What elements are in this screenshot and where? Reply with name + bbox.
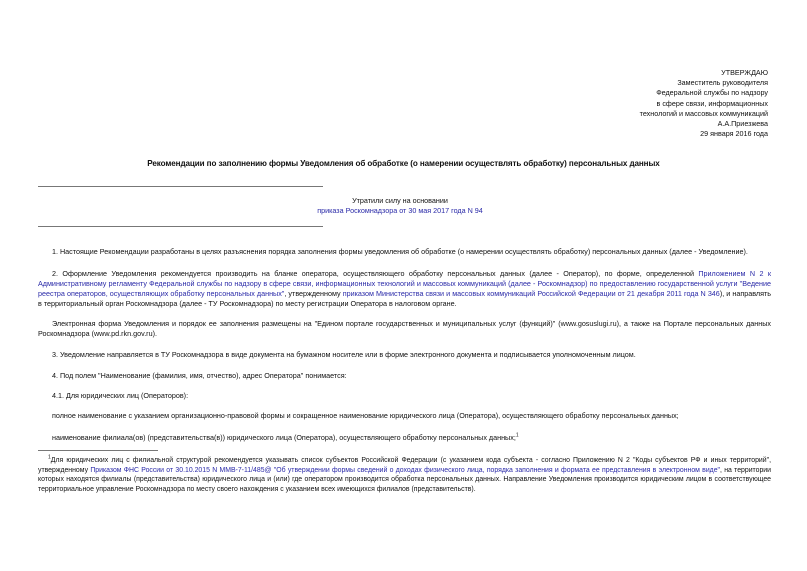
paragraph-2-text: , утвержденному bbox=[284, 289, 343, 298]
approval-line: Заместитель руководителя bbox=[677, 78, 768, 88]
paragraph-1: 1. Настоящие Рекомендации разработаны в целях разъяснения порядка заполнения формы уведомления об обработке (о намерении осуществлять обработку) персональных данных (далее - Уведомление). bbox=[52, 247, 748, 256]
status-text: Утратили силу на основании bbox=[352, 196, 448, 205]
footnote-mark: 1 bbox=[48, 454, 51, 461]
approval-line: УТВЕРЖДАЮ bbox=[721, 68, 768, 77]
paragraph-8-text: наименование филиала(ов) (представительства(в)) юридического лица (Оператора), осуществляющего обработку персональных данных; bbox=[52, 433, 516, 442]
paragraph-7: полное наименование с указанием организационно-правовой формы и сокращенное наименование юридического лица (Оператора), осуществляющего обработку персональных данных; bbox=[52, 411, 679, 420]
regulation-link[interactable]: Приложением N 2 к Административному регламенту Федеральной службы по надзору в сфере связи, информационных технологий и массовых коммуникаций (далее - Роскомнадзор) по предоставлению государственной услуги "Ведение реестра операторов, осуществляющих обработку персональных данных" bbox=[38, 269, 772, 298]
approval-block bbox=[568, 68, 768, 139]
paragraph-2-text: ), и направлять в территориальный орган Роскомнадзора (далее - ТУ Роскомнадзора) по месту регистрации Оператора в налоговом органе. bbox=[38, 289, 771, 308]
paragraph-2 bbox=[38, 269, 771, 309]
paragraph-8 bbox=[38, 433, 771, 443]
fns-order-link[interactable]: Приказом ФНС России от 30.10.2015 N ММВ-7-11/485@ "Об утверждении формы сведений о доходах физического лица, порядка заполнения и формата ее представления в электронном виде" bbox=[90, 466, 720, 474]
status-link[interactable]: приказа Роскомнадзора от 30 мая 2017 года N 94 bbox=[317, 206, 483, 215]
approval-line: А.А.Приезжева bbox=[717, 119, 768, 129]
paragraph-5: 4. Под полем "Наименование (фамилия, имя, отчество), адрес Оператора" понимается: bbox=[52, 371, 347, 380]
footnote-ref[interactable]: 1 bbox=[515, 432, 519, 439]
approval-line: Федеральной службы по надзору bbox=[656, 88, 768, 98]
paragraph-2-text: 2. Оформление Уведомления рекомендуется производить на бланке оператора, осуществляющего обработку персональных данных (далее - Оператор), по форме, определенной bbox=[52, 269, 699, 278]
paragraph-3: Электронная форма Уведомления и порядок ее заполнения размещены на "Едином портале государственных и муниципальных услуг (функций)" (www.gosuslugi.ru), а также на Портале персональных данных Роскомнадзора (www.pd.rkn.gov.ru). bbox=[38, 319, 771, 338]
approval-line: в сфере связи, информационных bbox=[656, 98, 768, 108]
paragraph-6: 4.1. Для юридических лиц (Операторов): bbox=[52, 391, 189, 400]
document-title: Рекомендации по заполнению формы Уведомления об обработке (о намерении осуществлять обработку) персональных данных bbox=[147, 159, 660, 168]
approval-line: 29 января 2016 года bbox=[700, 129, 768, 139]
divider-bottom bbox=[38, 226, 323, 227]
paragraph-4: 3. Уведомление направляется в ТУ Роскомнадзора в виде документа на бумажном носителе или в форме электронного документа и подписывается уполномоченным лицом. bbox=[52, 350, 636, 359]
divider-top bbox=[38, 186, 323, 187]
status-note bbox=[250, 196, 550, 216]
footnote bbox=[38, 456, 771, 494]
footnote-text: Для юридических лиц с филиальной структурой рекомендуется указывать список субъектов Российской Федерации (с указанием кода субъекта - согласно Приложению N 2 "Коды субъектов РФ и иных территорий", утвержденному bbox=[38, 457, 771, 474]
footnote-divider bbox=[38, 450, 158, 451]
footnote-text: , на территории которых находятся филиалы (представительства) юридического лица и (или) где оператором производится обработка персональных данных. Направление Уведомления производится юридическим лицом в соответствующее территориальное управление Роскомнадзора по месту своего нахождения с указанием всех имеющихся филиалов (представительств). bbox=[38, 466, 771, 493]
ministry-order-link[interactable]: приказом Министерства связи и массовых коммуникаций Российской Федерации от 21 декабря 2011 года N 346 bbox=[342, 289, 720, 298]
approval-line: технологий и массовых коммуникаций bbox=[639, 108, 768, 118]
